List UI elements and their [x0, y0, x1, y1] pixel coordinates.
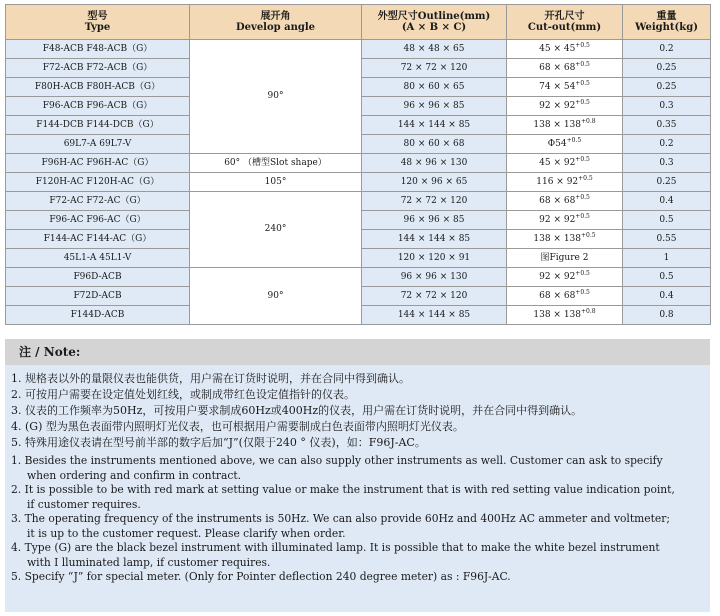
cn-note-5: 5. 特殊用途仪表请在型号前半部的数字后加“J”(仅限于240 ° 仪表)，如：F96J-AC。 [11, 436, 426, 449]
cutout-value: 138 × 138 [533, 233, 582, 244]
header-cutout: 开孔尺寸 Cut-out(mm) [507, 5, 623, 40]
cell-weight: 0.25 [623, 59, 711, 78]
cell-outline: 96 × 96 × 130 [362, 268, 507, 287]
cell-type: F96H-AC F96H-AC（G） [6, 154, 190, 173]
en-note-3: 3. The operating frequency of the instruments is 50Hz. We can also provide 60Hz and 400Hz AC ammeter and voltmeter; it is up to the customer request. Please clarify when order. [11, 512, 670, 540]
cell-outline: 80 × 60 × 65 [362, 78, 507, 97]
table-row [6, 173, 711, 192]
cell-cutout [507, 135, 623, 154]
cell-develop-angle: 240° [190, 192, 362, 268]
cutout-value: 68 × 68 [539, 290, 576, 301]
cutout-value: Φ54 [547, 138, 567, 149]
table-header-row [6, 5, 711, 40]
cn-note-3: 3. 仪表的工作频率为50Hz，可按用户要求制成60Hz或400Hz的仪表，用户需在订货时说明，并在合同中得到确认。 [11, 404, 583, 417]
table-row [6, 40, 711, 59]
cn-notes [11, 371, 702, 451]
cell-outline: 96 × 96 × 85 [362, 211, 507, 230]
cell-weight: 0.5 [623, 211, 711, 230]
cell-type: F96D-ACB [6, 268, 190, 287]
cell-weight: 0.55 [623, 230, 711, 249]
cutout-value: 138 × 138 [533, 119, 582, 130]
cell-weight: 0.4 [623, 192, 711, 211]
table-row [6, 192, 711, 211]
cell-outline: 120 × 96 × 65 [362, 173, 507, 192]
cell-outline: 120 × 120 × 91 [362, 249, 507, 268]
cell-type: F72-ACB F72-ACB（G） [6, 59, 190, 78]
cutout-tolerance: +0.5 [575, 288, 590, 296]
cell-develop-angle: 105° [190, 173, 362, 192]
cell-outline: 80 × 60 × 68 [362, 135, 507, 154]
cell-cutout [507, 173, 623, 192]
cell-cutout [507, 40, 623, 59]
cell-outline: 72 × 72 × 120 [362, 287, 507, 306]
header-type: 型号 Type [6, 5, 190, 40]
cutout-value: 68 × 68 [539, 62, 576, 73]
cell-weight: 0.25 [623, 78, 711, 97]
cell-type: 45L1-A 45L1-V [6, 249, 190, 268]
cutout-value: 92 × 92 [539, 214, 576, 225]
cell-weight: 0.4 [623, 287, 711, 306]
cell-cutout [507, 230, 623, 249]
cutout-tolerance: +0.5 [566, 136, 582, 144]
cell-weight: 1 [623, 249, 711, 268]
cutout-value: 74 × 54 [539, 81, 576, 92]
en-note-5: 5. Specify “J” for special meter. (Only for Pointer deflection 240 degree meter) as : F96J-AC. [11, 570, 511, 583]
cell-outline: 96 × 96 × 85 [362, 97, 507, 116]
cell-type: F144-DCB F144-DCB（G） [6, 116, 190, 135]
cutout-value: 图Figure 2 [540, 252, 589, 263]
en-notes [11, 454, 702, 585]
en-note-1: 1. Besides the instruments mentioned above, we can also supply other instruments as well. Customer can ask to specify when ordering and confirm in contract. [11, 454, 663, 482]
cell-cutout [507, 154, 623, 173]
cutout-tolerance: +0.5 [575, 212, 590, 220]
cutout-tolerance: +0.5 [575, 269, 590, 277]
cutout-value: 45 × 92 [539, 157, 576, 168]
cell-cutout [507, 116, 623, 135]
note-header: 注 / Note: [5, 339, 710, 365]
cell-cutout [507, 268, 623, 287]
cutout-value: 138 × 138 [533, 309, 582, 320]
cell-outline: 144 × 144 × 85 [362, 116, 507, 135]
cutout-tolerance: +0.5 [575, 60, 590, 68]
spec-table [5, 4, 711, 325]
en-note-4: 4. Type (G) are the black bezel instrument with illuminated lamp. It is possible that to make the white bezel instrument with I lluminated lamp, if customer requires. [11, 541, 660, 569]
cell-cutout [507, 287, 623, 306]
cell-cutout [507, 78, 623, 97]
cutout-value: 68 × 68 [539, 195, 576, 206]
cutout-tolerance: +0.8 [581, 117, 596, 125]
cell-type: F48-ACB F48-ACB（G） [6, 40, 190, 59]
cell-weight: 0.2 [623, 135, 711, 154]
cell-weight: 0.3 [623, 154, 711, 173]
cell-weight: 0.2 [623, 40, 711, 59]
cutout-tolerance: +0.8 [581, 307, 596, 315]
header-weight: 重量 Weight(kg) [623, 5, 711, 40]
cell-type: F144-AC F144-AC（G） [6, 230, 190, 249]
cn-note-1: 1. 规格表以外的量限仪表也能供货，用户需在订货时说明，并在合同中得到确认。 [11, 372, 410, 385]
cutout-tolerance: +0.5 [581, 231, 596, 239]
cell-type: F96-AC F96-AC（G） [6, 211, 190, 230]
cell-outline: 48 × 48 × 65 [362, 40, 507, 59]
table-row [6, 154, 711, 173]
header-develop-angle: 展开角 Develop angle [190, 5, 362, 40]
cell-type: F72-AC F72-AC（G） [6, 192, 190, 211]
cell-outline: 72 × 72 × 120 [362, 59, 507, 78]
cell-cutout [507, 97, 623, 116]
en-note-2: 2. It is possible to be with red mark at setting value or make the instrument that is with red setting value indication point, if customer requires. [11, 483, 675, 511]
cutout-value: 116 × 92 [536, 176, 579, 187]
cell-weight: 0.25 [623, 173, 711, 192]
cutout-tolerance: +0.5 [575, 98, 590, 106]
cell-outline: 144 × 144 × 85 [362, 230, 507, 249]
cutout-value: 45 × 45 [539, 43, 576, 54]
cell-develop-angle: 90° [190, 268, 362, 325]
cell-develop-angle: 90° [190, 40, 362, 154]
cutout-tolerance: +0.5 [575, 155, 590, 163]
cell-cutout [507, 249, 623, 268]
cell-weight: 0.5 [623, 268, 711, 287]
cutout-tolerance: +0.5 [575, 79, 590, 87]
notes-box [5, 365, 710, 612]
cn-note-4: 4. (G) 型为黑色表面带内照明灯光仪表，也可根据用户需要制成白色表面带内照明灯光仪表。 [11, 420, 464, 433]
cell-develop-angle: 60° （槽型Slot shape） [190, 154, 362, 173]
cell-weight: 0.8 [623, 306, 711, 325]
cell-type: F80H-ACB F80H-ACB（G） [6, 78, 190, 97]
cutout-value: 92 × 92 [539, 271, 576, 282]
cell-weight: 0.3 [623, 97, 711, 116]
cutout-value: 92 × 92 [539, 100, 576, 111]
cell-type: 69L7-A 69L7-V [6, 135, 190, 154]
cutout-tolerance: +0.5 [578, 174, 593, 182]
header-outline: 外型尺寸Outline(mm) (A × B × C) [362, 5, 507, 40]
cell-weight: 0.35 [623, 116, 711, 135]
cell-cutout [507, 211, 623, 230]
cutout-tolerance: +0.5 [575, 193, 590, 201]
cutout-tolerance: +0.5 [575, 41, 590, 49]
cell-outline: 48 × 96 × 130 [362, 154, 507, 173]
cell-type: F96-ACB F96-ACB（G） [6, 97, 190, 116]
cn-note-2: 2. 可按用户需要在设定值处划红线，或制成带红色设定值指针的仪表。 [11, 388, 355, 401]
cell-type: F120H-AC F120H-AC（G） [6, 173, 190, 192]
cell-type: F144D-ACB [6, 306, 190, 325]
table-row [6, 268, 711, 287]
cell-outline: 144 × 144 × 85 [362, 306, 507, 325]
cell-cutout [507, 306, 623, 325]
cell-type: F72D-ACB [6, 287, 190, 306]
cell-cutout [507, 59, 623, 78]
cell-cutout [507, 192, 623, 211]
cell-outline: 72 × 72 × 120 [362, 192, 507, 211]
